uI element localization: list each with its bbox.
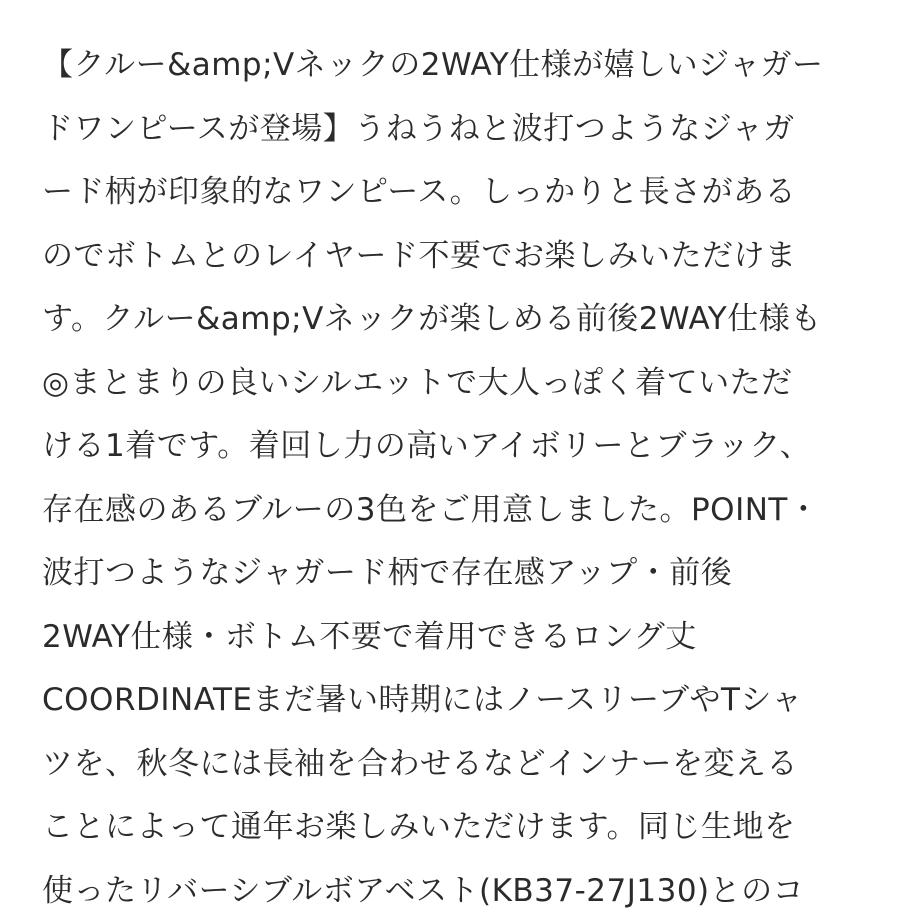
description-line: 波打つようなジャガード柄で存在感アップ・前後	[42, 542, 862, 606]
description-line: す。クルー&amp;Vネックが楽しめる前後2WAY仕様も	[42, 288, 862, 352]
description-line: ード柄が印象的なワンピース。しっかりと長さがある	[42, 161, 862, 225]
description-line: ける1着です。着回し力の高いアイボリーとブラック、	[42, 415, 862, 479]
product-description	[42, 34, 862, 923]
description-line: ドワンピースが登場】うねうねと波打つようなジャガ	[42, 98, 862, 162]
description-line: ◎まとまりの良いシルエットで大人っぽく着ていただ	[42, 352, 862, 416]
description-line: 2WAY仕様・ボトム不要で着用できるロング丈	[42, 606, 862, 670]
description-line: ことによって通年お楽しみいただけます。同じ生地を	[42, 796, 862, 860]
description-line: のでボトムとのレイヤード不要でお楽しみいただけま	[42, 225, 862, 289]
description-line: ツを、秋冬には長袖を合わせるなどインナーを変える	[42, 733, 862, 797]
description-line: 使ったリバーシブルボアベスト(KB37-27J130)とのコ	[42, 860, 862, 923]
description-line: 【クルー&amp;Vネックの2WAY仕様が嬉しいジャガー	[42, 34, 862, 98]
description-line: 存在感のあるブルーの3色をご用意しました。POINT・	[42, 479, 862, 543]
description-line: COORDINATEまだ暑い時期にはノースリーブやTシャ	[42, 669, 862, 733]
